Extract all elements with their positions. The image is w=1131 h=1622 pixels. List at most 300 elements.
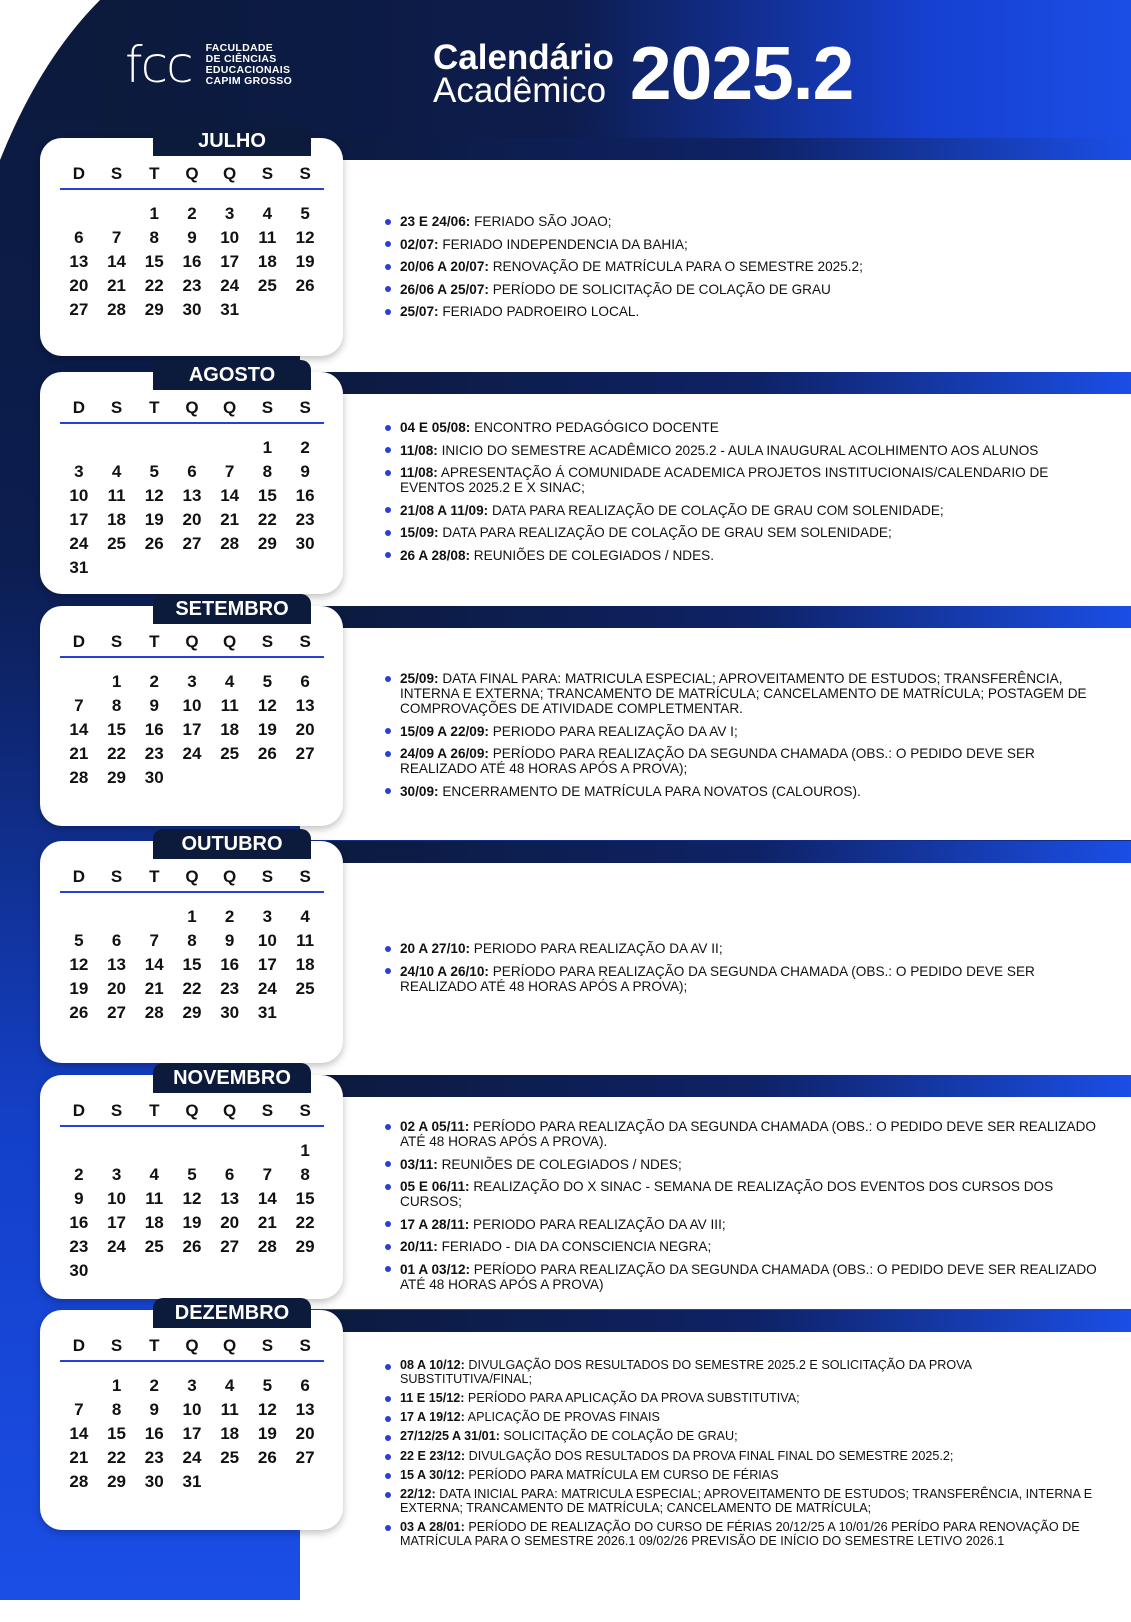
day-cell: 4 [224,1376,235,1395]
day-cell: 9 [149,696,159,715]
day-cell: 1 [111,1376,122,1395]
day-cell [173,1259,211,1283]
week-row [60,657,324,694]
week-row [60,694,324,718]
event-text: DATA PARA REALIZAÇÃO DE COLAÇÃO DE GRAU SEM SOLENIDADE; [438,525,892,540]
event-date: 23 E 24/06: [400,214,471,229]
weekday-header: S [249,1332,287,1361]
event-item [385,1119,1105,1149]
event-item [385,548,1105,563]
weekday-header: S [249,1097,287,1126]
day-cell: 19 [295,252,315,271]
event-date: 30/09: [400,783,439,799]
day-cell: 19 [182,1213,202,1232]
weekday-header: Q [173,863,211,892]
event-text: APRESENTAÇÃO Á COMUNIDADE ACADEMICA PROJETOS INSTITUCIONAIS/CALENDARIO DE EVENTOS 2025.2 E X SINAC; [400,465,1049,495]
day-cell: 13 [220,1189,240,1208]
weekday-header: T [135,1332,173,1361]
day-cell: 15 [144,252,164,271]
logo-line: EDUCACIONAIS [205,64,291,76]
weekday-header: S [249,160,287,189]
week-row [60,460,324,484]
day-cell: 2 [74,1165,84,1184]
weekday-header: S [98,628,136,657]
day-cell [211,1126,249,1163]
day-cell: 6 [187,462,197,481]
day-cell: 15 [182,955,202,974]
day-cell: 27 [182,534,202,553]
day-cell: 17 [257,955,277,974]
day-cell: 2 [149,1376,159,1395]
event-date: 11 E 15/12: [400,1390,465,1405]
event-date: 17 A 19/12: [400,1410,465,1425]
weekday-header: S [98,1097,136,1126]
day-cell [286,1470,324,1494]
day-cell: 11 [220,1400,239,1419]
day-cell: 17 [69,510,89,529]
day-cell: 24 [69,534,89,553]
event-text: APLICAÇÃO DE PROVAS FINAIS [464,1410,660,1425]
event-item [385,237,1105,252]
day-cell: 5 [300,204,310,223]
day-cell: 27 [295,744,315,763]
day-cell: 8 [300,1165,310,1184]
day-cell: 12 [69,955,89,974]
day-cell [173,1126,211,1163]
weekday-header: D [60,394,98,423]
day-cell: 10 [107,1189,127,1208]
event-item [385,420,1105,435]
day-cell: 4 [262,204,273,223]
week-row [60,1211,324,1235]
day-cell: 10 [182,1400,202,1419]
day-cell: 2 [187,204,197,223]
day-cell: 29 [257,534,277,553]
weekday-header: S [98,1332,136,1361]
day-cell [211,556,249,580]
event-item [385,1262,1105,1292]
day-cell: 31 [182,1472,202,1491]
day-cell: 19 [257,1424,277,1443]
event-item [385,1411,1105,1425]
week-row [60,892,324,929]
day-cell: 30 [182,300,202,319]
weekday-header: S [98,863,136,892]
day-cell: 18 [295,955,315,974]
month-calendar-card [40,598,343,826]
month-name: AGOSTO [153,360,311,390]
day-cell: 3 [111,1165,122,1184]
day-cell: 10 [220,228,240,247]
weekday-header: D [60,863,98,892]
day-cell: 3 [262,907,273,926]
day-cell [98,423,136,460]
weekday-header: S [286,394,324,423]
week-row [60,1398,324,1422]
day-cell: 25 [257,276,277,295]
day-cell: 26 [295,276,315,295]
day-cell: 13 [182,486,202,505]
week-row [60,423,324,460]
day-cell: 14 [107,252,127,271]
weekday-header: T [135,394,173,423]
event-date: 27/12/25 A 31/01: [400,1429,500,1444]
week-row [60,508,324,532]
day-cell: 7 [149,931,159,950]
day-cell: 12 [144,486,164,505]
day-cell: 7 [74,696,84,715]
event-list [385,214,1105,327]
month-grid [60,863,324,1025]
day-cell: 3 [74,462,84,481]
event-date: 11/08: [400,465,438,480]
day-cell: 23 [144,1448,164,1467]
day-cell: 22 [257,510,277,529]
weekday-header: S [286,1332,324,1361]
day-cell: 22 [144,276,164,295]
day-cell: 5 [149,462,159,481]
weekday-header: Q [211,160,249,189]
day-cell: 21 [69,1448,89,1467]
day-cell: 9 [300,462,310,481]
week-row [60,484,324,508]
event-text: REUNIÕES DE COLEGIADOS / NDES. [470,547,715,563]
week-row [60,1422,324,1446]
event-item [385,784,1105,799]
event-date: 26 A 28/08: [400,547,471,563]
day-cell: 10 [69,486,89,505]
day-cell [249,766,287,790]
day-cell: 1 [262,438,273,457]
day-cell [249,556,287,580]
event-text: RENOVAÇÃO DE MATRÍCULA PARA O SEMESTRE 2025.2; [488,259,863,274]
weekday-header: Q [173,394,211,423]
day-cell: 8 [149,228,159,247]
day-cell: 24 [107,1237,127,1256]
day-cell: 29 [182,1003,202,1022]
day-cell: 30 [69,1261,89,1280]
day-cell: 5 [74,931,84,950]
event-item [385,214,1105,229]
day-cell: 20 [295,720,315,739]
event-item [385,465,1105,495]
event-item [385,443,1105,458]
month-calendar-card [40,364,343,594]
event-item [385,1521,1105,1549]
event-item [385,724,1105,739]
week-row [60,1235,324,1259]
event-text: FERIADO - DIA DA CONSCIENCIA NEGRA; [437,1239,712,1254]
week-row [60,742,324,766]
day-cell: 28 [257,1237,277,1256]
section-band [300,606,1131,628]
day-cell: 11 [107,486,126,505]
month-grid [60,1332,324,1494]
event-text: PERÍODO PARA REALIZAÇÃO DA SEGUNDA CHAMADA (OBS.: O PEDIDO DEVE SER REALIZADO ATÉ 48 HORAS APÓS A PROVA). [400,1119,1096,1149]
day-cell: 12 [295,228,315,247]
event-date: 03/11: [400,1156,438,1172]
month-name: JULHO [153,126,311,156]
day-cell: 6 [224,1165,235,1184]
day-cell: 1 [300,1141,310,1160]
day-cell: 1 [111,672,122,691]
weekday-header: S [286,863,324,892]
weekday-header: Q [173,1097,211,1126]
event-item [385,1450,1105,1464]
day-cell: 30 [295,534,315,553]
day-cell: 19 [144,510,164,529]
day-cell: 15 [107,1424,127,1443]
day-cell: 28 [107,300,127,319]
day-cell: 28 [69,1472,89,1491]
day-cell [135,423,173,460]
event-item [385,503,1105,518]
event-text: PERIODO PARA REALIZAÇÃO DA AV II; [470,941,723,956]
day-cell: 12 [182,1189,202,1208]
day-cell: 21 [257,1213,277,1232]
day-cell: 21 [144,979,164,998]
day-cell: 31 [69,558,89,577]
day-cell: 29 [107,1472,127,1491]
day-cell: 22 [295,1213,315,1232]
day-cell [98,1126,136,1163]
day-cell [286,1259,324,1283]
day-cell: 11 [258,228,277,247]
day-cell: 6 [300,672,310,691]
day-cell: 20 [69,276,89,295]
day-cell [98,892,136,929]
month-name: DEZEMBRO [153,1298,311,1328]
day-cell: 11 [145,1189,164,1208]
event-date: 01 A 03/12: [400,1261,471,1277]
day-cell: 30 [144,1472,164,1491]
day-cell: 8 [187,931,197,950]
day-cell: 31 [220,300,240,319]
section-band [300,372,1131,394]
event-date: 03 A 28/01: [400,1519,465,1534]
day-cell: 3 [187,672,197,691]
week-row [60,189,324,226]
week-row [60,1361,324,1398]
event-item [385,282,1105,297]
day-cell: 3 [224,204,235,223]
day-cell: 10 [257,931,277,950]
event-text: PERÍODO PARA REALIZAÇÃO DA SEGUNDA CHAMADA (OBS.: O PEDIDO DEVE SER REALIZADO ATÉ 48 HORAS APÓS A PROVA) [400,1261,1097,1292]
day-cell: 18 [220,720,240,739]
day-cell: 28 [220,534,240,553]
day-cell [211,423,249,460]
event-date: 02/07: [400,236,439,252]
event-date: 22/12: [400,1486,436,1501]
day-cell: 10 [182,696,202,715]
day-cell: 6 [111,931,122,950]
day-cell [98,556,136,580]
day-cell: 25 [107,534,127,553]
week-row [60,1446,324,1470]
event-text: ENCERRAMENTO DE MATRÍCULA PARA NOVATOS (CALOUROS). [438,783,861,799]
day-cell: 9 [74,1189,84,1208]
event-date: 15 A 30/12: [400,1467,465,1482]
weekday-header: Q [173,160,211,189]
logo-line: CAPIM GROSSO [205,75,293,87]
day-cell [286,298,324,322]
weekday-header: D [60,1332,98,1361]
month-calendar-card [40,833,343,1063]
event-text: REALIZAÇÃO DO X SINAC - SEMANA DE REALIZAÇÃO DOS EVENTOS DOS CURSOS DOS CURSOS; [400,1179,1054,1209]
day-cell: 4 [224,672,235,691]
weekday-header: D [60,1097,98,1126]
day-cell: 21 [107,276,127,295]
week-row [60,298,324,322]
page-title [433,31,854,115]
event-text: DIVULGAÇÃO DOS RESULTADOS DO SEMESTRE 2025.2 E SOLICITAÇÃO DA PROVA SUBSTITUTIVA/FINAL; [400,1358,972,1386]
month-calendar-card [40,130,343,356]
day-cell: 5 [262,672,273,691]
day-cell: 23 [220,979,240,998]
event-date: 25/09: [400,671,439,686]
month-grid [60,628,324,790]
event-text: DATA FINAL PARA: MATRICULA ESPECIAL; APROVEITAMENTO DE ESTUDOS; TRANSFERÊNCIA, INTERNA E EXTERNA; TRANCAMENTO DE MATRÍCULA; CANCELAMENTO DE MATRÍCULA; POSTAGEM DE COMPROVAÇÕES DE ATIVIDADE COMPLETMENTAR. [400,671,1087,716]
event-text: FERIADO INDEPENDENCIA DA BAHIA; [438,236,688,252]
day-cell [60,189,98,226]
logo-text [206,43,292,87]
day-cell: 22 [107,1448,127,1467]
day-cell [60,423,98,460]
week-row [60,718,324,742]
day-cell: 16 [295,486,315,505]
event-text: SOLICITAÇÃO DE COLAÇÃO DE GRAU; [499,1429,738,1444]
weekday-header: S [98,394,136,423]
day-cell: 15 [295,1189,315,1208]
day-cell [249,1259,287,1283]
logo-mark: fcc [125,36,192,94]
day-cell: 30 [220,1003,240,1022]
event-date: 25/07: [400,304,439,319]
day-cell: 26 [257,1448,277,1467]
weekday-header: Q [173,628,211,657]
day-cell: 16 [69,1213,89,1232]
day-cell: 23 [295,510,315,529]
title-line-1: Calendário [433,37,614,77]
day-cell: 25 [220,744,240,763]
month-name: NOVEMBRO [153,1063,311,1093]
day-cell: 29 [144,300,164,319]
day-cell: 25 [144,1237,164,1256]
day-cell: 9 [187,228,197,247]
event-date: 20 A 27/10: [400,941,471,956]
weekday-header: T [135,628,173,657]
day-cell: 24 [257,979,277,998]
day-cell: 7 [74,1400,84,1419]
month-calendar-card [40,1067,343,1299]
day-cell: 24 [220,276,240,295]
logo-line: DE CIÊNCIAS [205,53,277,65]
day-cell: 16 [144,1424,164,1443]
event-text: REUNIÕES DE COLEGIADOS / NDES; [437,1156,682,1172]
day-cell: 27 [295,1448,315,1467]
week-row [60,977,324,1001]
day-cell: 21 [220,510,240,529]
event-list [385,420,1105,570]
day-cell: 20 [295,1424,315,1443]
week-row [60,1126,324,1163]
day-cell: 13 [295,696,315,715]
week-row [60,226,324,250]
day-cell: 17 [182,1424,202,1443]
day-cell: 12 [257,1400,277,1419]
day-cell [60,657,98,694]
day-cell: 13 [107,955,127,974]
event-item [385,1217,1105,1232]
event-date: 15/09 A 22/09: [400,723,489,739]
section-band [300,138,1131,160]
day-cell: 14 [69,1424,89,1443]
weekday-header: D [60,628,98,657]
day-cell: 12 [257,696,277,715]
event-date: 26/06 A 25/07: [400,281,489,297]
day-cell: 22 [182,979,202,998]
event-item [385,1239,1105,1254]
day-cell: 20 [107,979,127,998]
day-cell [135,556,173,580]
day-cell: 26 [69,1003,89,1022]
day-cell: 23 [144,744,164,763]
event-item [385,746,1105,776]
event-item [385,1359,1105,1387]
day-cell: 13 [69,252,89,271]
event-list [385,671,1105,806]
week-row [60,766,324,790]
weekday-header: Q [211,863,249,892]
day-cell: 2 [224,907,235,926]
event-date: 22 E 23/12: [400,1448,466,1463]
day-cell: 9 [149,1400,159,1419]
event-text: PERÍODO DE SOLICITAÇÃO DE COLAÇÃO DE GRAU [488,281,831,297]
day-cell: 28 [69,768,89,787]
day-cell [286,766,324,790]
section-band [300,1075,1131,1097]
day-cell: 8 [262,462,273,481]
day-cell: 18 [220,1424,240,1443]
day-cell: 8 [111,696,122,715]
event-text: PERÍODO PARA REALIZAÇÃO DA SEGUNDA CHAMADA (OBS.: O PEDIDO DEVE SER REALIZADO ATÉ 48 HORAS APÓS A PROVA); [400,963,1035,994]
weekday-header: Q [211,1097,249,1126]
day-cell: 7 [262,1165,273,1184]
day-cell [249,298,287,322]
day-cell [211,1259,249,1283]
day-cell [60,1361,98,1398]
event-text: ENCONTRO PEDAGÓGICO DOCENTE [470,420,719,435]
weekday-header: S [286,1097,324,1126]
event-date: 24/10 A 26/10: [400,963,489,979]
weekday-header: S [249,394,287,423]
event-date: 20/06 A 20/07: [400,259,489,274]
day-cell: 20 [220,1213,240,1232]
day-cell: 14 [257,1189,277,1208]
event-item [385,1157,1105,1172]
event-list [385,1119,1105,1299]
event-item [385,1392,1105,1406]
title-words [433,37,614,110]
event-text: PERIODO PARA REALIZAÇÃO DA AV III; [469,1216,726,1232]
week-row [60,556,324,580]
day-cell: 27 [107,1003,127,1022]
week-row [60,532,324,556]
weekday-header: S [286,628,324,657]
day-cell: 4 [111,462,122,481]
day-cell: 22 [107,744,127,763]
day-cell: 18 [107,510,127,529]
